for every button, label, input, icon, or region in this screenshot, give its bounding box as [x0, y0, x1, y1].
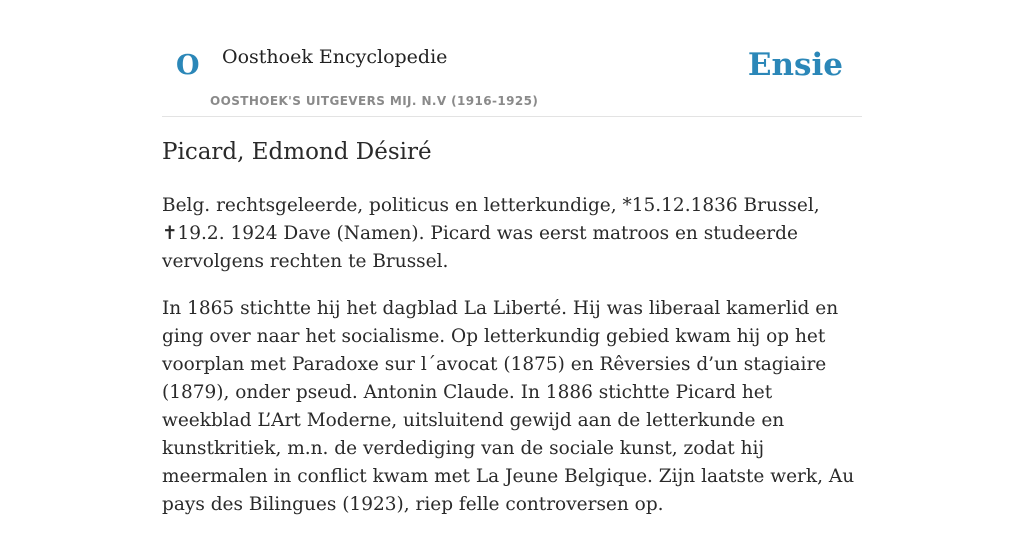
source-logo[interactable]: O: [176, 50, 200, 81]
source-name-link[interactable]: Oosthoek Encyclopedie: [222, 46, 448, 68]
article-title: Picard, Edmond Désiré: [162, 139, 432, 165]
source-subtitle: OOSTHOEK'S UITGEVERS MIJ. N.V (1916-1925): [210, 94, 539, 108]
brand-logo-link[interactable]: Ensie: [747, 47, 843, 83]
article-paragraph: Belg. rechtsgeleerde, politicus en letterkundige, *15.12.1836 Brussel, ✝19.2. 1924 Dave (Namen). Picard was eerst matroos en studeerde vervolgens rechten te Brussel.: [162, 195, 820, 272]
source-header: [162, 0, 862, 117]
article-body: [162, 192, 862, 538]
article-paragraph: In 1865 stichtte hij het dagblad La Liberté. Hij was liberaal kamerlid en ging over naar het socialisme. Op letterkundig gebied kwam hij op het voorplan met Paradoxe sur l´avocat (1875) en Rêversies d’un stagiaire (1879), onder pseud. Antonin Claude. In 1886 stichtte Picard het weekblad L’Art Moderne, uitsluitend gewijd aan de letterkunde en kunstkritiek, m.n. de verdediging van de sociale kunst, zodat hij meermalen in conflict kwam met La Jeune Belgique. Zijn laatste werk, Au pays des Bilingues (1923), riep felle controversen op.: [162, 298, 855, 515]
